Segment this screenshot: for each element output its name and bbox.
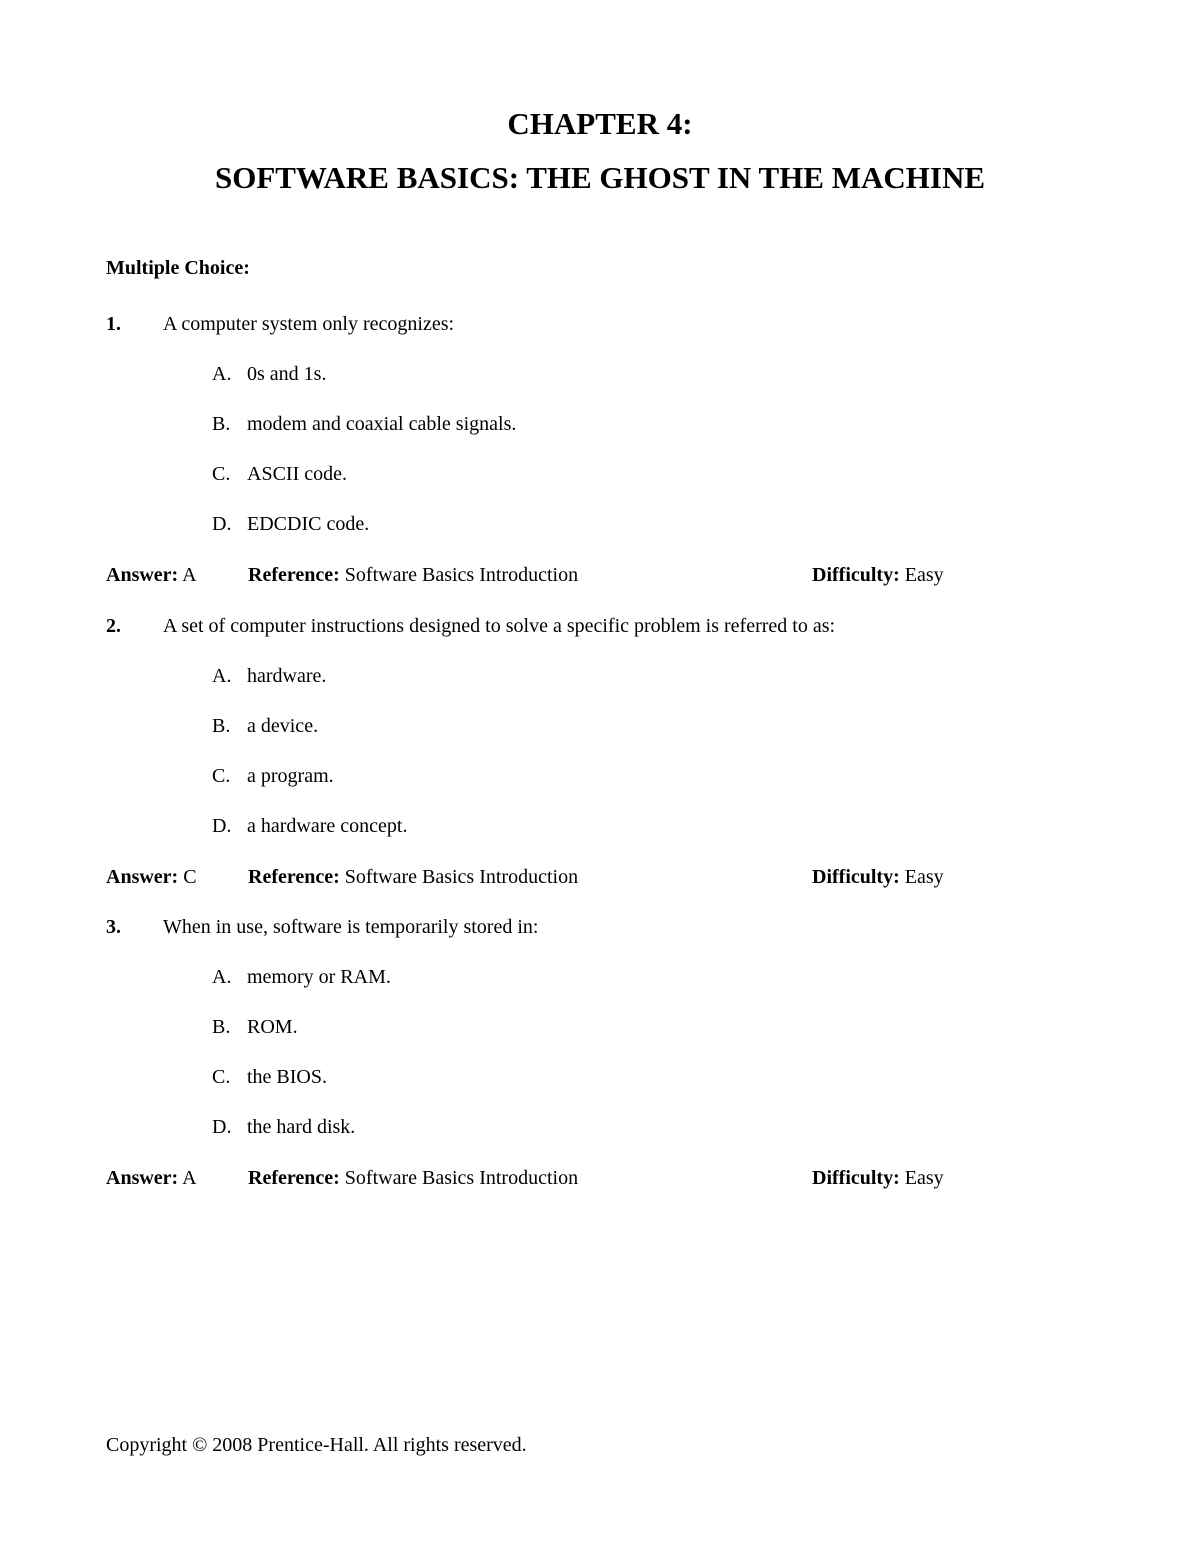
choice-item [212, 815, 407, 838]
choice-letter: A. [212, 665, 232, 687]
question-text: A set of computer instructions designed to solve a specific problem is referred to as: [163, 615, 836, 637]
answer-value: C [183, 866, 197, 888]
answer-meta-row [106, 866, 986, 892]
answer-field [106, 866, 197, 889]
choice-letter: D. [212, 815, 232, 837]
choice-text: a hardware concept. [247, 815, 408, 837]
choice-text: ASCII code. [247, 463, 347, 485]
answer-field [106, 564, 197, 587]
answer-label: Answer: [106, 564, 179, 586]
question-text: When in use, software is temporarily stored in: [163, 916, 539, 938]
choice-text: modem and coaxial cable signals. [247, 413, 517, 435]
answer-meta-row [106, 1167, 986, 1193]
choice-text: a device. [247, 715, 319, 737]
choice-letter: C. [212, 463, 231, 485]
reference-value: Software Basics Introduction [344, 1167, 579, 1189]
choice-letter: B. [212, 715, 231, 737]
choice-item [212, 966, 391, 989]
question-number: 3. [106, 916, 121, 938]
choice-text: the BIOS. [247, 1066, 327, 1088]
difficulty-field [812, 564, 944, 587]
choice-item [212, 1116, 355, 1139]
reference-field [248, 866, 578, 889]
choice-item [212, 413, 516, 436]
choice-letter: D. [212, 513, 232, 535]
choice-item [212, 715, 318, 738]
choice-letter: A. [212, 363, 232, 385]
answer-value: A [182, 564, 197, 586]
answer-label: Answer: [106, 866, 179, 888]
difficulty-value: Easy [904, 866, 944, 888]
chapter-title: CHAPTER 4: [507, 106, 693, 141]
choice-item [212, 765, 334, 788]
answer-value: A [182, 1167, 197, 1189]
choice-item [212, 463, 347, 486]
reference-field [248, 1167, 578, 1190]
choice-letter: B. [212, 413, 231, 435]
choice-letter: A. [212, 966, 232, 988]
difficulty-field [812, 1167, 944, 1190]
difficulty-value: Easy [904, 564, 944, 586]
choice-item [212, 513, 369, 536]
choice-letter: B. [212, 1016, 231, 1038]
choice-text: hardware. [247, 665, 327, 687]
reference-label: Reference: [248, 564, 340, 586]
difficulty-value: Easy [904, 1167, 944, 1189]
difficulty-label: Difficulty: [812, 866, 900, 888]
difficulty-label: Difficulty: [812, 1167, 900, 1189]
choice-letter: D. [212, 1116, 232, 1138]
section-heading: Multiple Choice: [106, 257, 250, 279]
choice-text: EDCDIC code. [247, 513, 370, 535]
answer-label: Answer: [106, 1167, 179, 1189]
choice-text: a program. [247, 765, 334, 787]
copyright-footer: Copyright © 2008 Prentice-Hall. All rights reserved. [106, 1434, 527, 1456]
choice-item [212, 1016, 298, 1039]
reference-label: Reference: [248, 866, 340, 888]
difficulty-label: Difficulty: [812, 564, 900, 586]
difficulty-field [812, 866, 944, 889]
reference-value: Software Basics Introduction [344, 564, 579, 586]
choice-item [212, 1066, 327, 1089]
answer-field [106, 1167, 197, 1190]
answer-meta-row [106, 564, 986, 590]
reference-value: Software Basics Introduction [344, 866, 579, 888]
choice-letter: C. [212, 1066, 231, 1088]
choice-text: memory or RAM. [247, 966, 391, 988]
chapter-subtitle: SOFTWARE BASICS: THE GHOST IN THE MACHINE [214, 160, 986, 195]
choice-item [212, 363, 326, 386]
choice-letter: C. [212, 765, 231, 787]
choice-text: ROM. [247, 1016, 298, 1038]
reference-label: Reference: [248, 1167, 340, 1189]
question-number: 2. [106, 615, 121, 637]
choice-text: the hard disk. [247, 1116, 356, 1138]
choice-item [212, 665, 326, 688]
question-number: 1. [106, 313, 121, 335]
choice-text: 0s and 1s. [247, 363, 327, 385]
reference-field [248, 564, 578, 587]
question-text: A computer system only recognizes: [163, 313, 455, 335]
